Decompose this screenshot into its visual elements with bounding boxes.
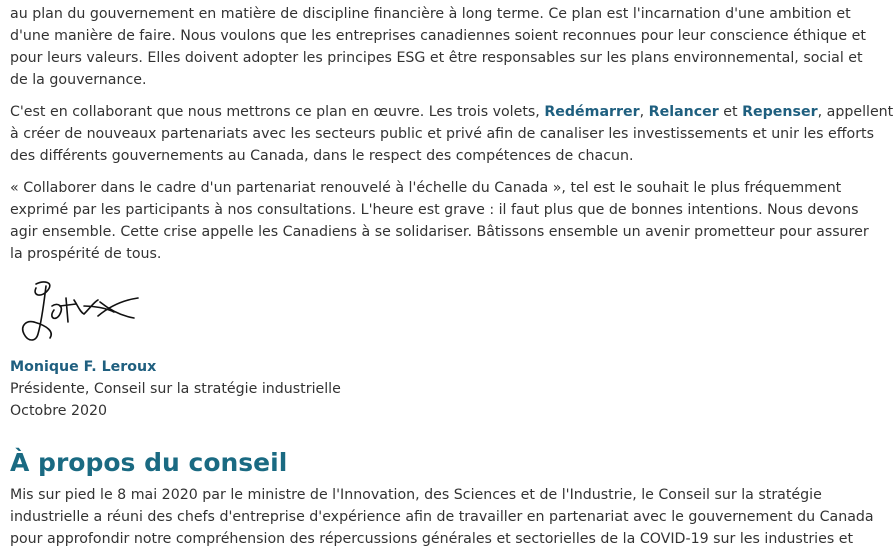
paragraph-ambition — [10, 3, 866, 91]
keyword-repenser: Repenser — [742, 104, 818, 120]
keyword-relancer: Relancer — [648, 104, 719, 120]
text-line: exprimé par les participants à nos consultations. L'heure est grave : il faut plus que de bonnes intentions. Nous devons — [10, 202, 859, 218]
paragraph-about — [10, 484, 874, 550]
signature-image — [14, 276, 144, 346]
paragraph-quote — [10, 177, 869, 265]
text-fragment: , appellent — [817, 104, 893, 120]
text-line: pour leurs valeurs. Elles doivent adopter les principes ESG et être responsables sur les plans environnemental, social et — [10, 50, 863, 66]
text-line: au plan du gouvernement en matière de discipline financière à long terme. Ce plan est l'incarnation d'une ambition et — [10, 6, 851, 22]
text-fragment: et — [718, 104, 743, 120]
text-line — [10, 101, 893, 123]
text-line: à créer de nouveaux partenariats avec les secteurs public et privé afin de canaliser les investissements et unir les efforts — [10, 126, 875, 142]
section-heading: À propos du conseil — [10, 448, 288, 477]
paragraph-collaboration — [10, 101, 893, 167]
signer-title: Présidente, Conseil sur la stratégie industrielle — [10, 381, 341, 397]
keyword-redemarrer: Redémarrer — [544, 104, 640, 120]
text-line: industrielle a réuni des chefs d'entreprise d'expérience afin de travailler en partenariat avec le gouvernement du Canada — [10, 509, 874, 525]
text-line: agir ensemble. Cette crise appelle les Canadiens à se solidariser. Bâtissons ensemble un avenir prometteur pour assurer — [10, 224, 869, 240]
text-line: d'une manière de faire. Nous voulons que les entreprises canadiennes soient reconnues pour leur conscience éthique et — [10, 28, 866, 44]
text-line: Mis sur pied le 8 mai 2020 par le ministre de l'Innovation, des Sciences et de l'Industrie, le Conseil sur la stratégie — [10, 487, 822, 503]
signer-date: Octobre 2020 — [10, 403, 108, 419]
text-fragment: , — [639, 104, 649, 120]
text-line: des différents gouvernements au Canada, dans le respect des compétences de chacun. — [10, 148, 634, 164]
text-line: la prospérité de tous. — [10, 246, 162, 262]
text-line: « Collaborer dans le cadre d'un partenariat renouvelé à l'échelle du Canada », tel est le souhait le plus fréquemment — [10, 180, 842, 196]
signer-block — [10, 356, 341, 422]
signer-name: Monique F. Leroux — [10, 359, 157, 375]
text-line: pour approfondir notre compréhension des répercussions générales et sectorielles de la COVID-19 sur les industries et — [10, 531, 854, 547]
text-line: de la gouvernance. — [10, 72, 147, 88]
text-fragment: C'est en collaborant que nous mettrons ce plan en œuvre. Les trois volets, — [10, 104, 545, 120]
